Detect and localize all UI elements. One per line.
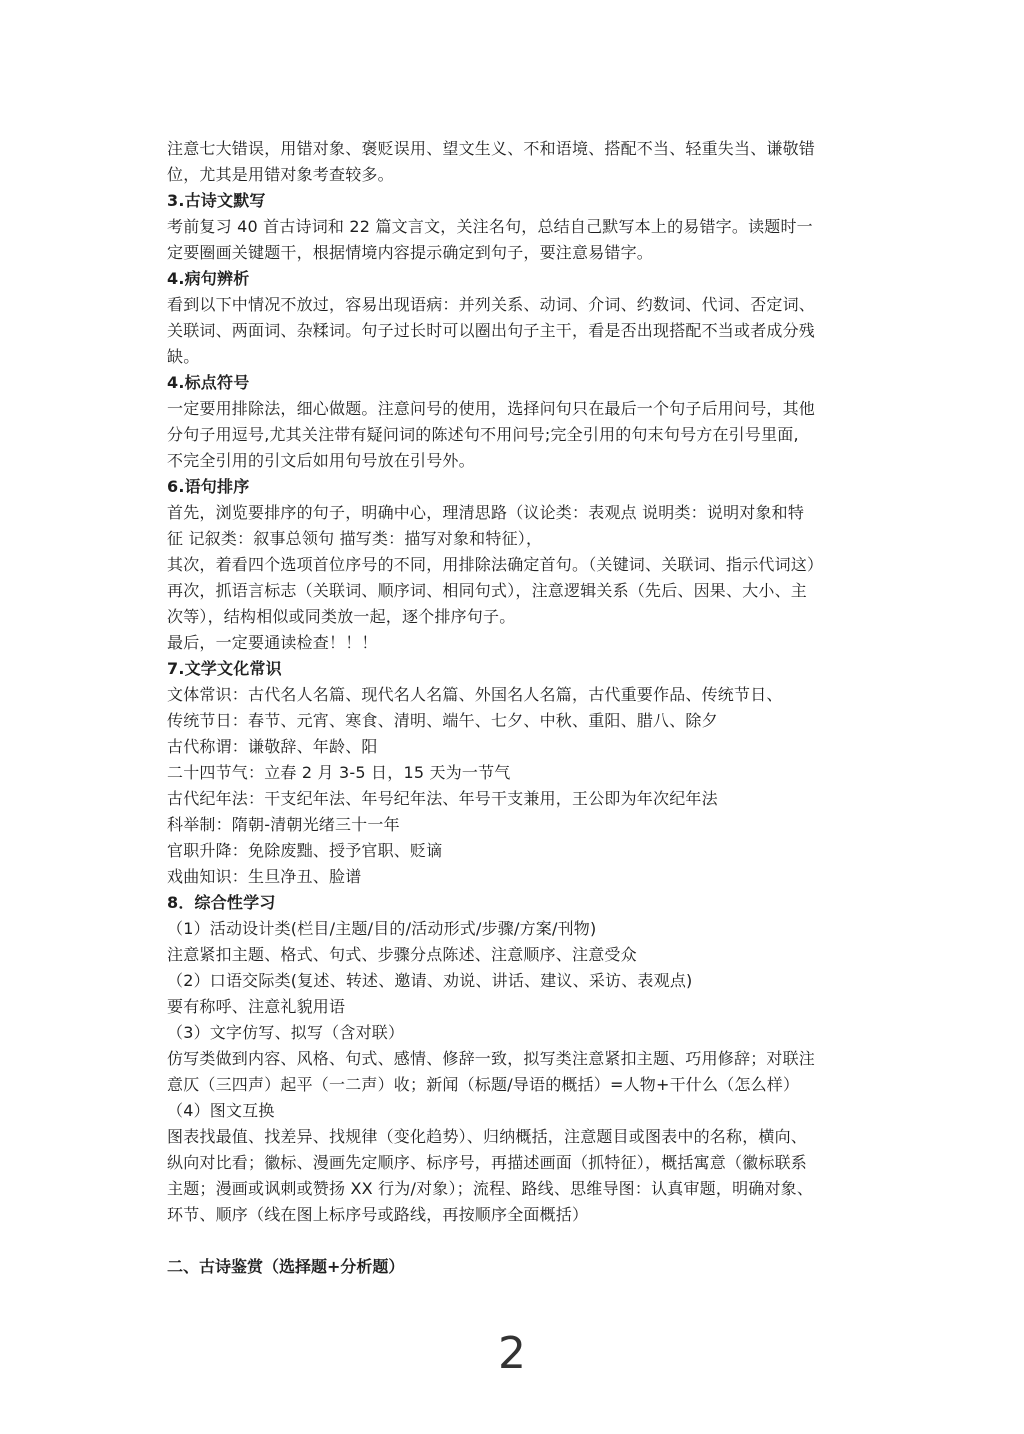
text-line: 考前复习 40 首古诗词和 22 篇文言文，关注名句，总结自己默写本上的易错字。读题时一 bbox=[167, 217, 813, 236]
text-line: 首先，浏览要排序的句子，明确中心，理清思路（议论类：表观点 说明类：说明对象和特 bbox=[167, 503, 805, 522]
text-line: 注意紧扣主题、格式、句式、步骤分点陈述、注意顺序、注意受众 bbox=[167, 945, 637, 964]
text-line: 分句子用逗号,尤其关注带有疑问词的陈述句不用问号;完全引用的句末句号方在引号里面, bbox=[167, 425, 799, 444]
text-line: 征 记叙类：叙事总领句 描写类：描写对象和特征）， bbox=[167, 529, 543, 548]
text-line: 戏曲知识：生旦净丑、脸谱 bbox=[167, 867, 362, 886]
section-heading: 8．综合性学习 bbox=[167, 893, 276, 912]
text-line: 注意七大错误，用错对象、褒贬误用、望文生义、不和语境、搭配不当、轻重失当、谦敬错 bbox=[167, 139, 816, 158]
section-heading: 7.文学文化常识 bbox=[167, 659, 282, 678]
section-title: 二、古诗鉴赏（选择题+分析题） bbox=[167, 1257, 405, 1276]
text-line: 其次，着看四个选项首位序号的不同，用排除法确定首句。（关键词、关联词、指示代词这） bbox=[167, 555, 824, 574]
section-heading: 4.病句辨析 bbox=[167, 269, 250, 288]
text-line: 缺。 bbox=[167, 347, 200, 366]
text-line: 次等），结构相似或同类放一起，逐个排序句子。 bbox=[167, 607, 516, 626]
text-line: 二十四节气：立春 2 月 3-5 日，15 天为一节气 bbox=[167, 763, 511, 782]
text-line: 古代纪年法：干支纪年法、年号纪年法、年号干支兼用，王公即为年次纪年法 bbox=[167, 789, 718, 808]
text-line: （1）活动设计类(栏目/主题/目的/活动形式/步骤/方案/刊物) bbox=[167, 919, 597, 938]
text-line: 再次，抓语言标志（关联词、顺序词、相同句式），注意逻辑关系（先后、因果、大小、主 bbox=[167, 581, 808, 600]
section-heading: 4.标点符号 bbox=[167, 373, 250, 392]
document-body bbox=[167, 136, 861, 1280]
text-line: 位，尤其是用错对象考查较多。 bbox=[167, 165, 394, 184]
text-line: 定要圈画关键题干，根据情境内容提示确定到句子，要注意易错字。 bbox=[167, 243, 654, 262]
text-line: 文体常识：古代名人名篇、现代名人名篇、外国名人名篇，古代重要作品、传统节日、 bbox=[167, 685, 783, 704]
text-line: 看到以下中情况不放过，容易出现语病：并列关系、动词、介词、约数词、代词、否定词、 bbox=[167, 295, 816, 314]
text-line: （4）图文互换 bbox=[167, 1101, 275, 1120]
text-line: 纵向对比看；徽标、漫画先定顺序、标序号，再描述画面（抓特征），概括寓意（徽标联系 bbox=[167, 1153, 808, 1172]
text-line: 图表找最值、找差异、找规律（变化趋势）、归纳概括，注意题目或图表中的名称，横向、 bbox=[167, 1127, 808, 1146]
page-number: 2 bbox=[498, 1328, 526, 1379]
text-lines bbox=[167, 136, 861, 1228]
text-line: （3）文字仿写、拟写（含对联） bbox=[167, 1023, 405, 1042]
text-line: 环节、顺序（线在图上标序号或路线，再按顺序全面概括） bbox=[167, 1205, 589, 1224]
text-line: 官职升降：免除废黜、授予官职、贬谪 bbox=[167, 841, 443, 860]
text-line: 要有称呼、注意礼貌用语 bbox=[167, 997, 346, 1016]
text-line: 最后，一定要通读检查！！！ bbox=[167, 633, 378, 652]
text-line: 科举制：隋朝-清朝光绪三十一年 bbox=[167, 815, 400, 834]
text-line: 主题；漫画或讽刺或赞扬 XX 行为/对象）；流程、路线、思维导图：认真审题，明确对象、 bbox=[167, 1179, 814, 1198]
section-heading: 6.语句排序 bbox=[167, 477, 250, 496]
text-line: 意仄（三四声）起平（一二声）收；新闻（标题/导语的概括）=人物+干什么（怎么样） bbox=[167, 1075, 800, 1094]
text-line: 仿写类做到内容、风格、句式、感情、修辞一致，拟写类注意紧扣主题、巧用修辞；对联注 bbox=[167, 1049, 816, 1068]
text-line: 古代称谓：谦敬辞、年龄、阳 bbox=[167, 737, 378, 756]
paragraph-gap bbox=[167, 1228, 861, 1254]
text-line: 不完全引用的引文后如用句号放在引号外。 bbox=[167, 451, 475, 470]
text-line: （2）口语交际类(复述、转述、邀请、劝说、讲话、建议、采访、表观点) bbox=[167, 971, 693, 990]
text-line: 一定要用排除法，细心做题。注意问号的使用，选择问句只在最后一个句子后用问号，其他 bbox=[167, 399, 816, 418]
section-heading: 3.古诗文默写 bbox=[167, 191, 266, 210]
text-line: 传统节日：春节、元宵、寒食、清明、端午、七夕、中秋、重阳、腊八、除夕 bbox=[167, 711, 718, 730]
text-line: 关联词、两面词、杂糅词。句子过长时可以圈出句子主干，看是否出现搭配不当或者成分残 bbox=[167, 321, 816, 340]
